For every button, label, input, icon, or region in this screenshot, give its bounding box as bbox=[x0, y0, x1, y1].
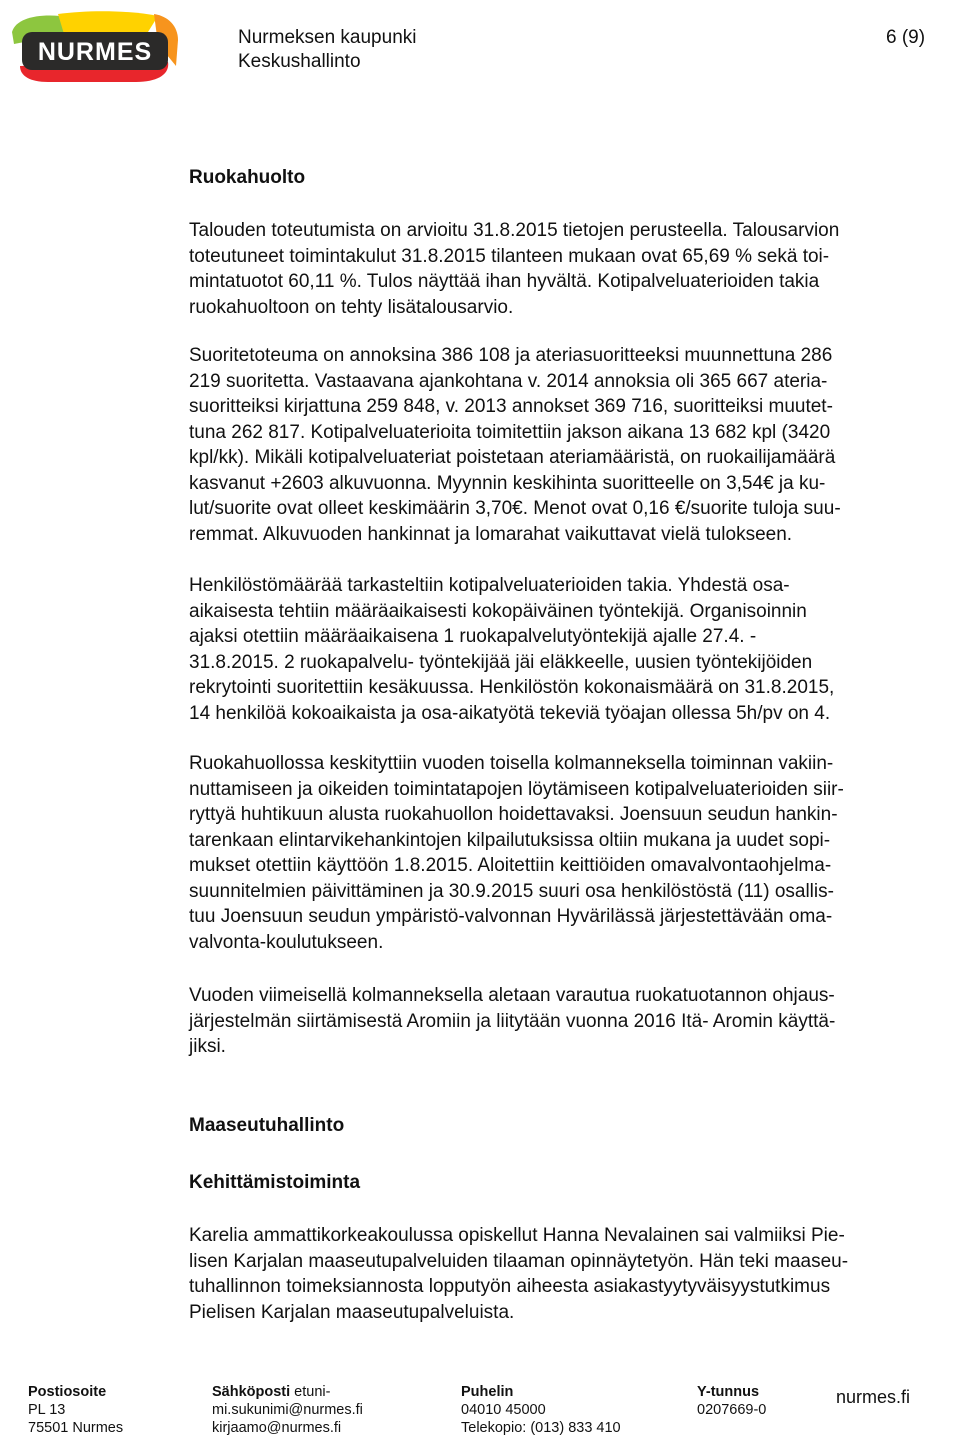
paragraph-line: järjestelmän siirtämisestä Aromiin ja liitytään vuonna 2016 Itä- Aromin käyttä- bbox=[189, 1010, 836, 1032]
section-heading-ruokahuolto: Ruokahuolto bbox=[189, 167, 306, 188]
paragraph-line: rekrytointi suoritettiin kesäkuussa. Henkilöstön kokonaismäärä on 31.8.2015, bbox=[189, 677, 835, 698]
paragraph-line: mintatuotot 60,11 %. Tulos näyttää ihan hyvältä. Kotipalveluaterioiden takia bbox=[189, 271, 820, 292]
paragraph-line: tarenkaan elintarvikehankintojen kilpailutuksissa oltiin mukana ja uudet sopi- bbox=[189, 829, 831, 851]
paragraph-line: 219 suoritetta. Vastaavana ajankohtana v. 2014 annoksia oli 365 667 ateria- bbox=[189, 370, 828, 392]
logo-text: NURMES bbox=[37, 38, 153, 66]
paragraph-line: Vuoden viimeisellä kolmanneksella aletaan varautua ruokatuotannon ohjaus- bbox=[189, 985, 835, 1006]
paragraph-line: Suoritetoteuma on annoksina 386 108 ja ateriasuoritteeksi muunnettuna 286 bbox=[189, 345, 833, 366]
footer-label: Y-tunnus bbox=[697, 1384, 760, 1400]
paragraph-line: tuhallinnon toimeksiannosta lopputyön aiheesta asiakastyytyväisyystutkimus bbox=[189, 1276, 831, 1297]
paragraph-line: 14 henkilöä kokoaikaista ja osa-aikatyötä tekeviä työajan ollessa 5h/pv on 4. bbox=[189, 702, 831, 724]
paragraph-line: toteutuneet toimintakulut 31.8.2015 tilanteen mukaan ovat 65,69 % sekä toi- bbox=[189, 245, 830, 267]
paragraph-line: mukset otettiin käyttöön 1.8.2015. Aloitettiin keittiöiden omavalvontaohjelma- bbox=[189, 855, 832, 876]
organization-name: Nurmeksen kaupunki bbox=[238, 27, 417, 48]
paragraph-line: valvonta-koulutukseen. bbox=[189, 931, 384, 953]
paragraph-line: lut/suorite ovat olleet keskimäärin 3,70€. Menot ovat 0,16 €/suorite tuloja suu- bbox=[189, 498, 841, 519]
footer-label: Puhelin bbox=[461, 1384, 514, 1400]
paragraph-line: remmat. Alkuvuoden hankinnat ja lomarahat vaikuttavat vielä tulokseen. bbox=[189, 523, 793, 545]
unit-name: Keskushallinto bbox=[238, 51, 361, 72]
nurmes-logo-graphic bbox=[8, 10, 180, 84]
paragraph-line: kpl/kk). Mikäli kotipalveluateriat poistetaan ateriamääristä, on ruokailijamäärä bbox=[189, 447, 836, 468]
paragraph-line: kasvanut +2603 alkuvuonna. Myynnin keskihinta suoritteelle on 3,54€ ja ku- bbox=[189, 472, 826, 494]
footer-email bbox=[212, 1383, 363, 1437]
paragraph-line: Ruokahuollossa keskityttiin vuoden toisella kolmanneksella toiminnan vakiin- bbox=[189, 753, 834, 774]
paragraph bbox=[189, 573, 949, 726]
footer-business-id bbox=[697, 1383, 766, 1419]
paragraph bbox=[189, 751, 949, 955]
footer-value: 0207669-0 bbox=[697, 1402, 767, 1418]
paragraph bbox=[189, 983, 949, 1060]
paragraph-line: 31.8.2015. 2 ruokapalvelu- työntekijää jäi eläkkeelle, uusien työntekijöiden bbox=[189, 651, 813, 673]
footer-phone bbox=[461, 1383, 621, 1437]
footer-value: 75501 Nurmes bbox=[28, 1420, 124, 1436]
paragraph bbox=[189, 218, 949, 320]
paragraph-line: jiksi. bbox=[189, 1036, 226, 1057]
footer-label: Postiosoite bbox=[28, 1384, 107, 1400]
paragraph-line: Henkilöstömäärää tarkasteltiin kotipalveluaterioiden takia. Yhdestä osa- bbox=[189, 575, 790, 596]
paragraph-line: aikaisesta tehtiin määräaikaisesti kokopäiväinen työntekijä. Organisoinnin bbox=[189, 600, 807, 622]
paragraph-line: ajaksi otettiin määräaikaisena 1 ruokapalvelutyöntekijä ajalle 27.4. - bbox=[189, 626, 757, 647]
footer-value: Telekopio: (013) 833 410 bbox=[461, 1420, 621, 1436]
paragraph-line: suoritteiksi kirjattuna 259 848, v. 2013 annokset 369 716, suoritteiksi muutet- bbox=[189, 396, 833, 417]
nurmes-logo bbox=[8, 10, 180, 84]
paragraph-line: lisen Karjalan maaseutupalveluiden tilaaman opinnäytetyön. Hän teki maaseu- bbox=[189, 1250, 849, 1272]
footer-website-link[interactable]: nurmes.fi bbox=[836, 1387, 911, 1407]
paragraph-line: ryttyä huhtikuun alusta ruokahuollon hoidettavaksi. Joensuun seudun hankin- bbox=[189, 804, 838, 825]
paragraph-line: suunnitelmien päivittäminen ja 30.9.2015 suuri osa henkilöstöstä (11) osallis- bbox=[189, 880, 834, 902]
paragraph-line: nuttamiseen ja oikeiden toimintatapojen löytämiseen kotipalveluaterioiden siir- bbox=[189, 778, 844, 800]
footer-value: 04010 45000 bbox=[461, 1402, 546, 1418]
subsection-heading-kehittamistoiminta: Kehittämistoiminta bbox=[189, 1172, 361, 1193]
paragraph-line: tuna 262 817. Kotipalveluaterioita toimitettiin jakson aikana 13 682 kpl (3420 bbox=[189, 421, 831, 443]
paragraph bbox=[189, 343, 949, 547]
paragraph-line: tuu Joensuun seudun ympäristö-valvonnan Hyvärilässä järjestettävään oma- bbox=[189, 906, 833, 927]
paragraph-line: Pielisen Karjalan maaseutupalveluista. bbox=[189, 1301, 515, 1323]
paragraph bbox=[189, 1223, 949, 1325]
paragraph-line: ruokahuoltoon on tehty lisätalousarvio. bbox=[189, 296, 514, 318]
paragraph-line: Talouden toteutumista on arvioitu 31.8.2015 tietojen perusteella. Talousarvion bbox=[189, 220, 840, 241]
paragraph-line: Karelia ammattikorkeakoulussa opiskellut Hanna Nevalainen sai valmiiksi Pie- bbox=[189, 1225, 845, 1246]
footer-email-link[interactable]: mi.sukunimi@nurmes.fi bbox=[212, 1402, 363, 1418]
footer-value: etuni- bbox=[290, 1384, 331, 1400]
section-heading-maaseutuhallinto: Maaseutuhallinto bbox=[189, 1115, 345, 1136]
footer-label: Sähköposti bbox=[212, 1384, 291, 1400]
footer-value: PL 13 bbox=[28, 1402, 66, 1418]
page-number: 6 (9) bbox=[886, 27, 926, 48]
footer-email-link[interactable]: kirjaamo@nurmes.fi bbox=[212, 1420, 342, 1436]
footer-postal-address bbox=[28, 1383, 123, 1437]
